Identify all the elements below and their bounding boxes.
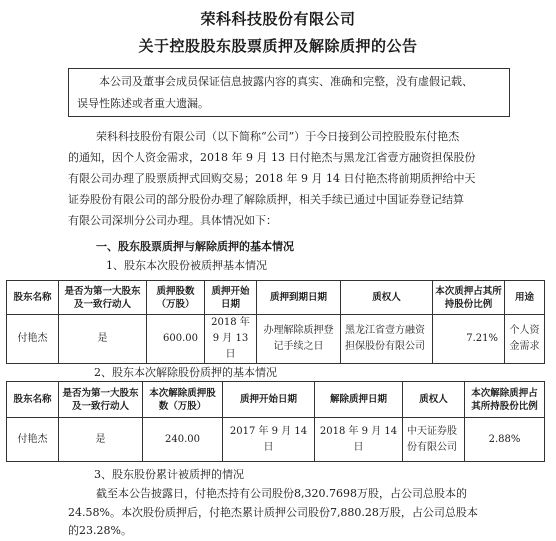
section-heading: 一、股东股票质押与解除质押的基本情况	[96, 240, 294, 253]
disclaimer-box	[68, 68, 510, 117]
announcement-title: 关于控股股东股票质押及解除质押的公告	[138, 37, 418, 55]
pledge-cell-purpose: 个人资金需求	[505, 315, 545, 364]
pledge-col-pledgee: 质权人	[341, 281, 433, 315]
summary-line-3: 的23.28%。	[68, 524, 132, 537]
release-cell-ratio: 2.88%	[465, 418, 545, 462]
release-col-shares: 本次解除质押股数（万股）	[143, 382, 223, 418]
intro-line-4: 证券股份有限公司的部分股份办理了解除质押，相关手续已通过中国证券登记结算	[68, 193, 464, 206]
pledge-col-purpose: 用途	[505, 281, 545, 315]
release-col-ratio: 本次解除质押占其所持股份比例	[465, 382, 545, 418]
pledge-cell-major-holder: 是	[59, 315, 147, 364]
pledge-col-end-date: 质押到期日期	[257, 281, 341, 315]
release-table-header-row	[7, 382, 545, 418]
release-cell-shareholder: 付艳杰	[7, 418, 59, 462]
pledge-cell-start-date: 2018 年 9 月 13 日	[205, 315, 257, 364]
disclaimer-line-2: 误导性陈述或者重大遗漏。	[77, 97, 209, 110]
intro-line-5: 有限公司深圳分公司办理。具体情况如下：	[68, 214, 277, 227]
pledge-cell-ratio: 7.21%	[433, 315, 505, 364]
subsection-2-heading: 2、股东本次解除股份质押的基本情况	[94, 366, 277, 379]
pledge-cell-end-date: 办理解除质押登记手续之日	[257, 315, 341, 364]
pledge-cell-pledgee: 黑龙江省壹方融资担保股份有限公司	[341, 315, 433, 364]
pledge-cell-shares: 600.00	[147, 315, 205, 364]
release-cell-shares: 240.00	[143, 418, 223, 462]
table-row	[7, 418, 545, 462]
intro-line-3: 有限公司办理了股票质押式回购交易；2018 年 9 月 14 日付艳杰将前期质押给中天	[68, 172, 476, 185]
release-col-shareholder: 股东名称	[7, 382, 59, 418]
release-cell-release-date: 2018 年 9 月 14 日	[315, 418, 403, 462]
subsection-1-heading: 1、股东本次股份被质押基本情况	[106, 259, 267, 272]
pledge-col-ratio: 本次质押占其所持股份比例	[433, 281, 505, 315]
pledge-col-shareholder: 股东名称	[7, 281, 59, 315]
release-col-major-holder: 是否为第一大股东及一致行动人	[59, 382, 143, 418]
release-col-release-date: 解除质押日期	[315, 382, 403, 418]
subsection-3-heading: 3、股东股份累计被质押的情况	[94, 468, 244, 481]
pledge-col-shares: 质押股数（万股）	[147, 281, 205, 315]
pledge-cell-shareholder: 付艳杰	[7, 315, 59, 364]
intro-line-1: 荣科科技股份有限公司（以下简称“公司”）于今日接到公司控股股东付艳杰	[96, 130, 460, 143]
pledge-col-major-holder: 是否为第一大股东及一致行动人	[59, 281, 147, 315]
summary-line-1: 截至本公告披露日，付艳杰持有公司股份8,320.7698万股，占公司总股本的	[96, 487, 467, 500]
release-table	[6, 381, 545, 462]
company-name: 荣科科技股份有限公司	[200, 10, 356, 28]
pledge-col-start-date: 质押开始日期	[205, 281, 257, 315]
pledge-table-header-row	[7, 281, 545, 315]
release-cell-start-date: 2017 年 9 月 14 日	[223, 418, 315, 462]
pledge-table	[6, 280, 545, 364]
release-cell-major-holder: 是	[59, 418, 143, 462]
release-col-start-date: 质押开始日期	[223, 382, 315, 418]
disclaimer-line-1: 本公司及董事会成员保证信息披露内容的真实、准确和完整，没有虚假记载、	[99, 75, 473, 88]
release-cell-pledgee: 中天证券股份有限公司	[403, 418, 465, 462]
intro-line-2: 的通知，因个人资金需求，2018 年 9 月 13 日付艳杰与黑龙江省壹方融资担保股份	[68, 151, 476, 164]
release-col-pledgee: 质权人	[403, 382, 465, 418]
summary-line-2: 24.58%。本次股份质押后，付艳杰累计质押公司股份7,880.28万股，占公司总股本	[68, 506, 478, 519]
table-row	[7, 315, 545, 364]
